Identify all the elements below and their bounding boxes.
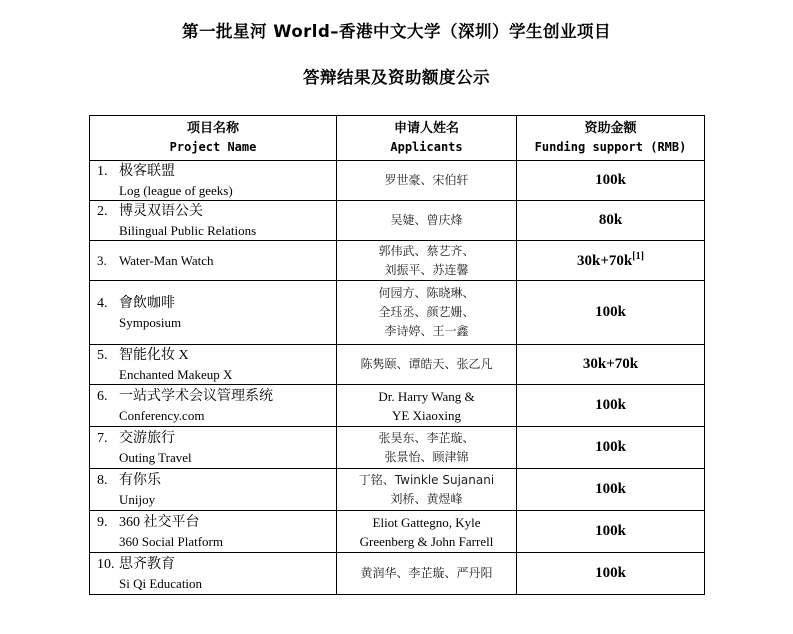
applicant-line: Eliot Gattegno, Kyle [372,514,481,530]
funding-cell [517,161,705,201]
project-name-english: Si Qi Education [119,575,203,591]
funding-amount: 100k [595,172,626,188]
funding-amount: 100k [595,439,626,455]
project-name-primary: 會飲咖啡 [119,295,175,311]
column-header-funding [517,116,705,161]
project-name-english: Conferency.com [119,407,205,423]
table-row [90,469,705,511]
applicants-cell [337,385,517,427]
project-name-primary: 智能化妆 X [119,347,189,363]
applicant-line: YE Xiaoxing [392,407,461,423]
project-name-primary: 交游旅行 [119,430,175,446]
project-number: 1. [97,163,108,179]
project-name-primary: 思齐教育 [119,556,175,572]
funding-cell [517,469,705,511]
table-row [90,385,705,427]
project-name-cell [90,385,337,427]
project-name-cell [90,511,337,553]
funding-cell [517,241,705,281]
applicant-line: 张景怡、顾津锦 [384,449,469,464]
applicants-cell [337,553,517,595]
project-name-primary: Water-Man Watch [119,253,214,268]
table-row [90,161,705,201]
column-header-en: Applicants [390,140,463,154]
footnote-marker[interactable]: [1] [632,251,644,262]
applicant-line: 全珏丞、颜艺姗、 [378,305,475,319]
applicants-cell [337,427,517,469]
applicant-line: 陈隽颐、谭皓天、张乙凡 [360,357,493,371]
funding-amount: 100k [595,304,626,320]
funding-cell [517,385,705,427]
funding-amount: 80k [598,212,623,228]
project-number: 4. [97,295,108,311]
project-name-cell [90,161,337,201]
project-number: 5. [97,347,108,363]
project-name-english: Symposium [119,314,182,330]
applicants-cell [337,241,517,281]
project-name-cell [90,281,337,345]
table-row [90,511,705,553]
applicants-cell [337,511,517,553]
applicant-line: 何园方、陈晓琳、 [378,286,475,300]
project-name-primary: 博灵双语公关 [119,203,203,219]
applicant-line: 吴婕、曾庆烽 [390,213,463,227]
funding-amount: 30k+70k [582,356,639,372]
applicant-line: 李诗婷、王一鑫 [384,324,469,338]
document-subtitle: 答辩结果及资助额度公示 [303,68,490,87]
project-number: 7. [97,430,108,446]
project-number: 2. [97,203,108,219]
project-name-cell [90,241,337,281]
column-header-project [90,116,337,161]
project-name-english: Bilingual Public Relations [119,222,257,238]
document-title: 第一批星河 World–香港中文大学（深圳）学生创业项目 [181,22,612,41]
funding-table [89,115,705,595]
funding-amount: 100k [595,481,626,497]
table-row [90,553,705,595]
project-name-english: Log (league of geeks) [119,182,233,198]
table-header-row [90,116,705,161]
applicant-line: 罗世豪、宋伯轩 [384,173,469,187]
applicants-cell [337,161,517,201]
funding-amount: 30k+70k [577,253,633,269]
applicants-cell [337,281,517,345]
project-name-primary: 一站式学术会议管理系统 [119,388,273,404]
applicant-line: 郭伟武、蔡艺齐、 [378,243,475,258]
project-number: 9. [97,514,108,530]
table-row [90,201,705,241]
project-name-primary: 360 社交平台 [119,514,200,530]
project-name-primary: 极客联盟 [119,163,175,179]
project-number: 8. [97,472,108,488]
project-number: 6. [97,388,108,404]
project-name-cell [90,469,337,511]
project-name-cell [90,553,337,595]
project-name-cell [90,345,337,385]
funding-cell [517,345,705,385]
project-name-english: Enchanted Makeup X [119,366,233,382]
project-name-english: 360 Social Platform [119,533,223,549]
applicant-line: 刘振平、苏连馨 [384,262,469,277]
funding-amount: 100k [595,523,626,539]
applicants-cell [337,469,517,511]
applicants-cell [337,345,517,385]
column-header-en: Funding support (RMB) [534,140,687,154]
funding-cell [517,553,705,595]
project-name-cell [90,201,337,241]
table-row [90,241,705,281]
column-header-zh: 资助金额 [584,121,637,136]
funding-cell [517,281,705,345]
applicant-line: 黄润华、李芷璇、严丹阳 [360,566,493,580]
project-number: 3. [97,253,107,268]
table-row [90,345,705,385]
applicants-cell [337,201,517,241]
column-header-applicants [337,116,517,161]
table-row [90,427,705,469]
project-name-cell [90,427,337,469]
funding-cell [517,427,705,469]
applicant-line: Greenberg & John Farrell [359,533,494,549]
project-name-english: Unijoy [119,491,156,507]
table-row [90,281,705,345]
project-name-english: Outing Travel [119,449,192,465]
column-header-en: Project Name [169,140,257,154]
funding-cell [517,201,705,241]
funding-cell [517,511,705,553]
project-name-primary: 有你乐 [119,472,161,488]
funding-amount: 100k [595,565,626,581]
project-number: 10. [97,556,115,572]
column-header-zh: 项目名称 [186,121,239,136]
funding-amount: 100k [595,397,626,413]
applicant-line: Dr. Harry Wang & [378,388,475,404]
applicant-line: 丁铭、Twinkle Sujanani [358,472,495,487]
applicant-line: 刘桥、黄煜峰 [390,491,463,506]
applicant-line: 张昊东、李芷璇、 [378,430,475,445]
column-header-zh: 申请人姓名 [393,121,459,136]
